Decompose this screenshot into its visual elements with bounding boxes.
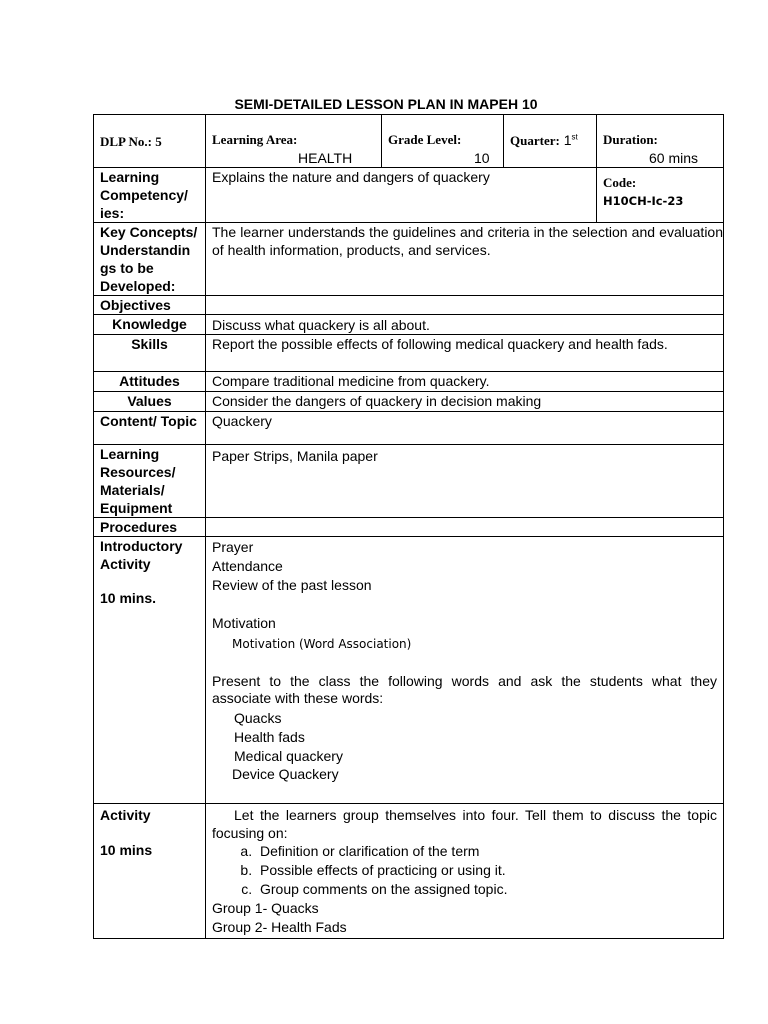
duration-label: Duration: [603, 132, 658, 147]
competency-row [94, 168, 724, 223]
grade-level-value: 10 [474, 150, 490, 166]
skills-text: Report the possible effects of following medical quackery and health fads. [206, 335, 724, 372]
activity-intro-text: Let the learners group themselves into four. Tell them to discuss the topic focusing on: [212, 807, 717, 841]
focus-item: b. Possible effects of practicing or using it. [256, 861, 723, 880]
quarter-cell [504, 115, 597, 168]
word-quacks: Quacks [234, 710, 282, 726]
quarter-value: 1 [563, 132, 572, 148]
activity-time: 10 mins [100, 842, 153, 858]
word-medical-quackery: Medical quackery [234, 748, 343, 764]
key-concepts-text: The learner understands the guidelines and criteria in the selection and evaluation of health information, products, and services. [206, 223, 724, 296]
intro-line-review: Review of the past lesson [212, 577, 372, 593]
activity-row [94, 804, 724, 939]
objectives-row [94, 296, 724, 315]
focus-item: a. Definition or clarification of the term [256, 842, 723, 861]
activity-content [206, 804, 724, 939]
knowledge-text: Discuss what quackery is all about. [206, 315, 724, 335]
motivation-sub: Motivation (Word Association) [232, 637, 412, 651]
key-concepts-label: Key Concepts/ Understandin gs to be Developed: [94, 223, 206, 296]
attitudes-label: Attitudes [94, 372, 206, 392]
group-2: Group 2- Health Fads [212, 919, 347, 935]
code-label: Code: [603, 175, 637, 190]
motivation-title: Motivation [212, 615, 276, 631]
duration-value: 60 mins [649, 150, 699, 166]
code-cell [597, 168, 724, 223]
grade-level-cell [382, 115, 504, 168]
learning-area-value: HEALTH [298, 150, 353, 166]
activity-focus-list [212, 842, 723, 899]
resources-row [94, 445, 724, 518]
lesson-plan-table [93, 114, 724, 939]
key-concepts-row [94, 223, 724, 296]
intro-activity-content [206, 537, 724, 804]
learning-area-cell [206, 115, 382, 168]
knowledge-label: Knowledge [94, 315, 206, 335]
resources-text: Paper Strips, Manila paper [206, 445, 724, 518]
intro-line-attendance: Attendance [212, 558, 283, 574]
learning-area-label: Learning Area: [212, 132, 298, 147]
content-label: Content/ Topic [94, 412, 206, 445]
values-label: Values [94, 392, 206, 412]
activity-label: Activity [100, 807, 151, 823]
word-health-fads: Health fads [234, 729, 305, 745]
grade-level-label: Grade Level: [388, 132, 462, 147]
group-1: Group 1- Quacks [212, 900, 319, 916]
skills-row [94, 335, 724, 372]
dlp-label: DLP No.: 5 [100, 134, 162, 149]
page-title: SEMI-DETAILED LESSON PLAN IN MAPEH 10 [234, 96, 538, 112]
quarter-suffix: st [571, 132, 578, 142]
header-row [94, 115, 724, 168]
content-text: Quackery [206, 412, 724, 445]
word-device-quackery: Device Quackery [232, 766, 339, 782]
objectives-empty [206, 296, 724, 315]
intro-activity-time: 10 mins. [100, 590, 157, 606]
procedures-empty [206, 518, 724, 537]
resources-label: Learning Resources/ Materials/ Equipment [94, 445, 206, 518]
duration-cell [597, 115, 724, 168]
present-text: Present to the class the following words and ask the students what they associate with these words: [212, 673, 717, 706]
competency-label: Learning Competency/ ies: [94, 168, 206, 223]
competency-text: Explains the nature and dangers of quackery [206, 168, 597, 223]
intro-activity-label: Introductory Activity [100, 538, 183, 572]
values-row [94, 392, 724, 412]
activity-label-cell [94, 804, 206, 939]
values-text: Consider the dangers of quackery in decision making [206, 392, 724, 412]
quarter-label: Quarter: [510, 133, 560, 148]
procedures-row [94, 518, 724, 537]
intro-line-prayer: Prayer [212, 539, 254, 555]
objectives-label: Objectives [94, 296, 206, 315]
focus-item: c. Group comments on the assigned topic. [256, 880, 723, 899]
code-value: H10CH-Ic-23 [603, 194, 684, 208]
intro-activity-row [94, 537, 724, 804]
dlp-cell [94, 115, 206, 168]
procedures-label: Procedures [94, 518, 206, 537]
attitudes-text: Compare traditional medicine from quackery. [206, 372, 724, 392]
attitudes-row [94, 372, 724, 392]
intro-activity-label-cell [94, 537, 206, 804]
knowledge-row [94, 315, 724, 335]
content-row [94, 412, 724, 445]
skills-label: Skills [94, 335, 206, 372]
